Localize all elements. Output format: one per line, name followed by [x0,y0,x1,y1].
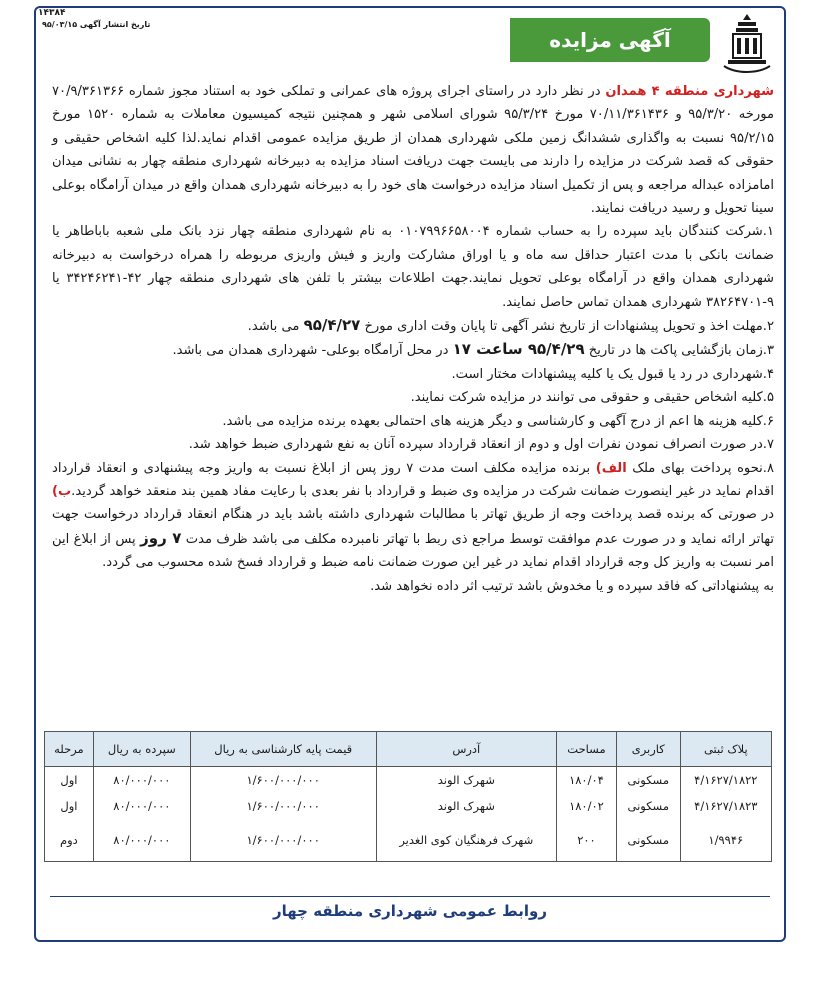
col-deposit: سپرده به ریال [93,732,190,767]
opening-date: ۹۵/۴/۲۹ ساعت ۱۷ [452,340,585,359]
cell-plak: ۴/۱۶۲۷/۱۸۲۲ [680,767,771,794]
closing-note: به پیشنهاداتی که فاقد سپرده و یا مخدوش باشد ترتیب اثر داده نخواهد شد. [370,578,774,594]
footer-divider [50,896,770,897]
cell-karbari: مسکونی [616,767,680,794]
cell-deposit: ۸۰/۰۰۰/۰۰۰ [93,767,190,794]
col-plak: پلاک ثبتی [680,732,771,767]
cell-address: شهرک الوند [376,793,557,819]
publish-date: تاریخ انتشار آگهی ۹۵/۰۳/۱۵ [42,20,151,29]
cell-stage: اول [45,767,94,794]
cell-address: شهرک الوند [376,767,557,794]
municipality-emblem-icon [716,12,778,76]
item-1: ۱.شرکت کنندگان باید سپرده را به حساب شماره ۰۱۰۷۹۹۶۶۵۸۰۰۴ به نام شهرداری منطقه چهار نزد بانک ملی شعبه باباطاهر یا ضمانت بانکی با مدت اعتبار حداقل سه ماه و یا اوراق مشارکت واریز و فیش واریزی مربوطه را همراه درخواست به دبیرخانه شهرداری همدان واقع در آرامگاه بوعلی تحویل نمایند.جهت اطلاعات بیشتر با تلفن های شهرداری منطقه چهار ۴۲-۳۴۲۴۶۲۴۱ یا ۹-۳۸۲۶۴۷۰۱ شهرداری همدان تماس حاصل نمایند. [52,224,774,310]
item-3 [52,338,774,362]
intro-paragraph [52,80,774,220]
table-header-row [45,732,772,767]
intro-text: در نظر دارد در راستای اجرای پروژه های عمرانی و تملکی خود به استناد مجوز شماره ۷۰/۹/۳۶۱۳۶۶ مورخه ۹۵/۳/۲۰ و ۷۰/۱۱/۳۶۱۴۳۶ مورخ ۹۵/۳/۲۴ شورای اسلامی شهر و همچنین نتیجه کمیسیون معاملات به شماره ۱۵۲۰ مورخ ۹۵/۲/۱۵ نسبت به واگذاری ششدانگ زمین ملکی شهرداری همدان از طریق مزایده عمومی اقدام نماید.لذا کلیه اشخاص حقیقی و حقوقی که قصد شرکت در مزایده را دارند می بایست جهت دریافت اسناد مزایده به دبیرخانه شهرداری منطقه چهار به نشانی میدان امامزاده عبداله مراجعه و پس از تکمیل اسناد مزایده درخواست های خود را به دبیرخانه شهرداری همدان واقع در میدان آرامگاه بوعلی سینا تحویل و رسید دریافت نمایند. [52,84,774,217]
item-6: ۶.کلیه هزینه ها اعم از درج آگهی و کارشناسی و دیگر هزینه های احتمالی بعهده برنده مزایده می باشد. [222,413,774,429]
item-8-days: ۷ روز [140,528,182,547]
item-8-alef-text: برنده مزایده مکلف است مدت ۷ روز پس از ابلاغ نسبت به واریز وجه پیشنهادی و انعقاد قرارداد اقدام نماید در غیر اینصورت ضمانت شرکت در مزایده وی ضبط و قرارداد با نفر بعدی با رعایت مفاد همین بند منعقد خواهد گردید. [52,460,774,499]
cell-address: شهرک فرهنگیان کوی الغدیر [376,819,557,862]
item-8-be-text: در صورتی که برنده قصد پرداخت وجه از طریق تهاتر با مطالبات شهرداری داشته باشد باید در هنگام انعقاد قرارداد درخواست جهت تهاتر ارائه نماید و در صورت عدم موافقت توسط مراجع ذی ربط با تهاتر نامبرده مکلف می باشد ظرف مدت [52,507,774,547]
cell-karbari: مسکونی [616,793,680,819]
item-8 [52,457,774,575]
table-row [45,819,772,862]
item-8-text: ۸.نحوه پرداخت بهای ملک [632,460,774,476]
item-8-alef: الف) [595,460,627,476]
cell-deposit: ۸۰/۰۰۰/۰۰۰ [93,793,190,819]
cell-stage: اول [45,793,94,819]
item-8-be: ب) [52,483,72,499]
cell-price: ۱/۶۰۰/۰۰۰/۰۰۰ [190,793,376,819]
cell-price: ۱/۶۰۰/۰۰۰/۰۰۰ [190,819,376,862]
cell-price: ۱/۶۰۰/۰۰۰/۰۰۰ [190,767,376,794]
item-4: ۴.شهرداری در رد یا قبول یک یا کلیه پیشنهادات مختار است. [451,366,774,382]
ad-number: ۱۴۳۸۴ [38,8,66,18]
lots-table [44,731,772,862]
item-3-tail: در محل آرامگاه بوعلی- شهرداری همدان می باشد. [172,343,449,359]
table-row [45,767,772,794]
item-7: ۷.در صورت انصراف نمودن نفرات اول و دوم از انعقاد قرارداد سپرده آنان به نفع شهرداری ضبط خواهد شد. [188,437,774,453]
cell-masahat: ۲۰۰ [557,819,617,862]
col-address: آدرس [376,732,557,767]
cell-masahat: ۱۸۰/۰۴ [557,767,617,794]
item-5: ۵.کلیه اشخاص حقیقی و حقوقی می توانند در مزایده شرکت نمایند. [410,390,774,406]
item-2 [52,314,774,338]
item-3-text: ۳.زمان بازگشایی پاکت ها در تاریخ [588,343,774,359]
cell-deposit: ۸۰/۰۰۰/۰۰۰ [93,819,190,862]
ad-title: آگهی مزایده [549,28,671,52]
col-stage: مرحله [45,732,94,767]
item-2-tail: می باشد. [247,319,300,335]
cell-plak: ۱/۹۹۴۶ [680,819,771,862]
cell-karbari: مسکونی [616,819,680,862]
footer-signature: روابط عمومی شهرداری منطقه چهار [273,902,547,920]
item-2-text: ۲.مهلت اخذ و تحویل پیشنهادات از تاریخ نشر آگهی تا پایان وقت اداری مورخ [364,319,774,335]
cell-masahat: ۱۸۰/۰۲ [557,793,617,819]
cell-plak: ۴/۱۶۲۷/۱۸۲۳ [680,793,771,819]
col-karbari: کاربری [616,732,680,767]
ad-body [52,80,774,598]
deadline-date: ۹۵/۴/۲۷ [303,316,361,335]
table-row [45,793,772,819]
org-name: شهرداری منطقه ۴ همدان [605,84,774,99]
item-8-tail: پس از ابلاغ این امر نسبت به واریز کل وجه قرارداد اقدام نماید در غیر این صورت ضمانت نامه ضبط و قرارداد فسخ شده محسوب می گردد. [52,531,774,571]
col-price: قیمت پایه کارشناسی به ریال [190,732,376,767]
col-masahat: مساحت [557,732,617,767]
cell-stage: دوم [45,819,94,862]
